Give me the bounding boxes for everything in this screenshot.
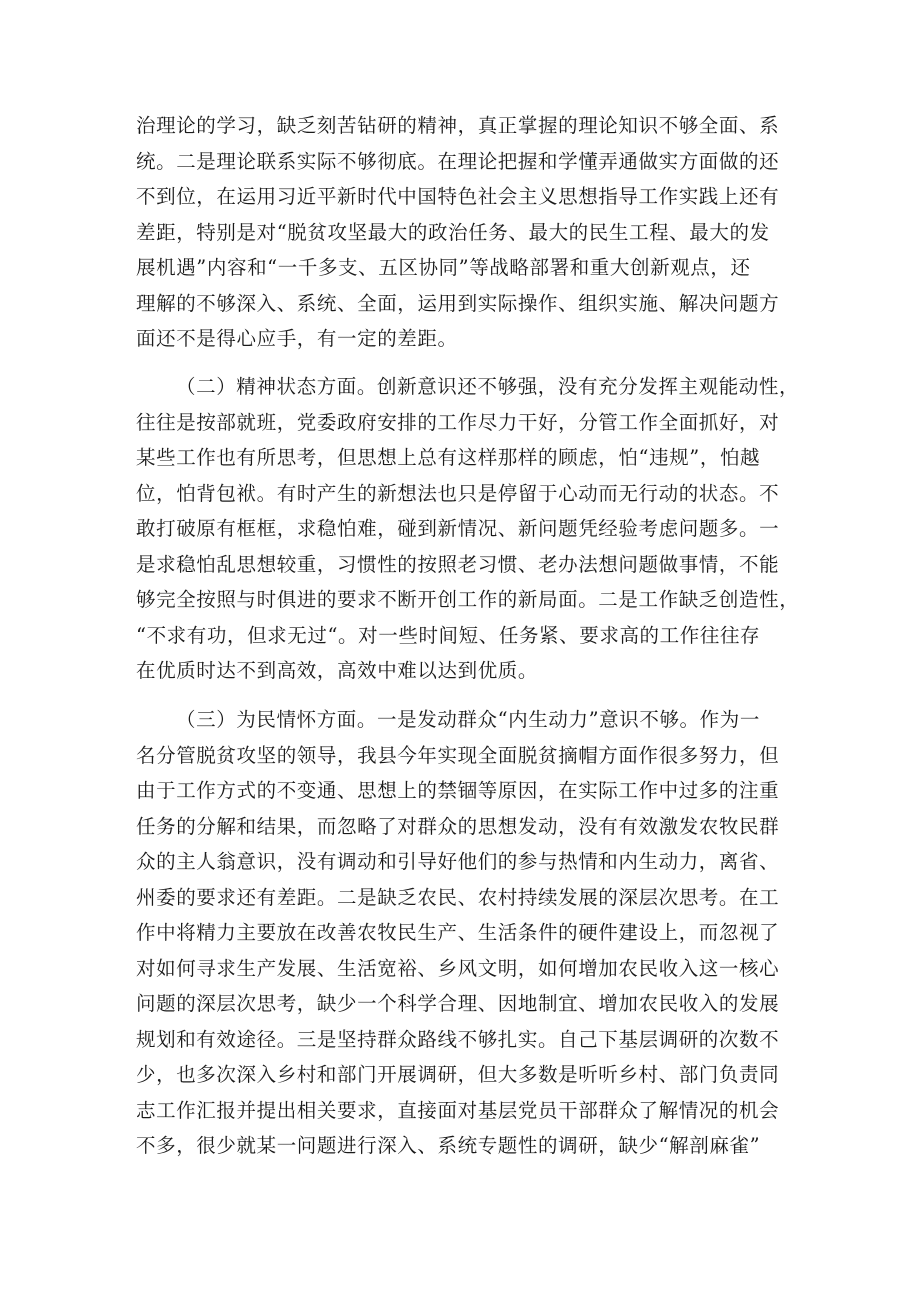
text-line: 治理论的学习，缺乏刻苦钻研的精神，真正掌握的理论知识不够全面、系 [136, 114, 780, 137]
text-line: 不到位，在运用习近平新时代中国特色社会主义思想指导工作实践上还有 [136, 185, 780, 208]
paragraph-theory-study [136, 108, 788, 357]
text-line: （三）为民情怀方面。一是发动群众“内生动力”意识不够。作为一 [176, 708, 760, 731]
text-line: 众的主人翁意识，没有调动和引导好他们的参与热情和内生动力，离省、 [136, 850, 780, 873]
text-line: 对如何寻求生产发展、生活宽裕、乡风文明，如何增加农民收入这一核心 [136, 956, 780, 980]
text-line: 作中将精力主要放在改善农牧民生产、生活条件的硬件建设上，而忽视了 [136, 921, 780, 944]
text-line: 规划和有效途径。三是坚持群众路线不够扎实。自己下基层调研的次数不 [136, 1027, 780, 1051]
text-line: 在优质时达不到高效，高效中难以达到优质。 [136, 659, 539, 682]
text-line: （二）精神状态方面。创新意识还不够强，没有充分发挥主观能动性， [176, 375, 800, 398]
text-line: 不多，很少就某一问题进行深入、系统专题性的调研，缺少“解剖麻雀” [136, 1134, 761, 1157]
text-line: 位，怕背包袱。有时产生的新想法也只是停留于心动而无行动的状态。不 [136, 481, 780, 505]
text-line: 州委的要求还有差距。二是缺乏农民、农村持续发展的深层次思考。在工 [136, 885, 780, 909]
text-line: “不求有功，但求无过“。对一些时间短、任务紧、要求高的工作往往存 [136, 623, 761, 647]
text-line: 够完全按照与时俱进的要求不断开创工作的新局面。二是工作缺乏创造性， [136, 588, 800, 611]
text-line: 志工作汇报并提出相关要求，直接面对基层党员干部群众了解情况的机会 [136, 1098, 780, 1122]
text-line: 敢打破原有框框，求稳怕难，碰到新情况、新问题凭经验考虑问题多。一 [136, 517, 780, 540]
text-line: 面还不是得心应手，有一定的差距。 [136, 327, 458, 350]
text-line: 统。二是理论联系实际不够彻底。在理论把握和学懂弄通做实方面做的还 [136, 149, 780, 173]
text-line: 展机遇”内容和“一千多支、五区协同”等战略部署和重大创新观点，还 [136, 256, 751, 279]
text-line: 往往是按部就班，党委政府安排的工作尽力干好，分管工作全面抓好，对 [136, 410, 780, 434]
text-line: 少，也多次深入乡村和部门开展调研，但大多数是听听乡村、部门负责同 [136, 1063, 780, 1086]
text-line: 问题的深层次思考，缺少一个科学合理、因地制宜、增加农民收入的发展 [136, 992, 780, 1015]
text-line: 差距，特别是对“脱贫攻坚最大的政治任务、最大的民生工程、最大的发 [136, 220, 770, 244]
text-line: 任务的分解和结果，而忽略了对群众的思想发动，没有有效激发农牧民群 [136, 814, 780, 838]
text-line: 理解的不够深入、系统、全面，运用到实际操作、组织实施、解决问题方 [136, 291, 780, 315]
text-line: 是求稳怕乱思想较重，习惯性的按照老习惯、老办法想问题做事情，不能 [136, 552, 780, 576]
paragraph-mental-state [136, 369, 800, 689]
text-line: 由于工作方式的不变通、思想上的禁锢等原因，在实际工作中过多的注重 [136, 779, 780, 802]
text-line: 某些工作也有所思考，但思想上总有这样那样的顾虑，怕“违规”，怕越 [136, 446, 761, 469]
text-line: 名分管脱贫攻坚的领导，我县今年实现全面脱贫摘帽方面作很多努力，但 [136, 743, 780, 767]
paragraph-people-feelings [136, 702, 788, 1164]
